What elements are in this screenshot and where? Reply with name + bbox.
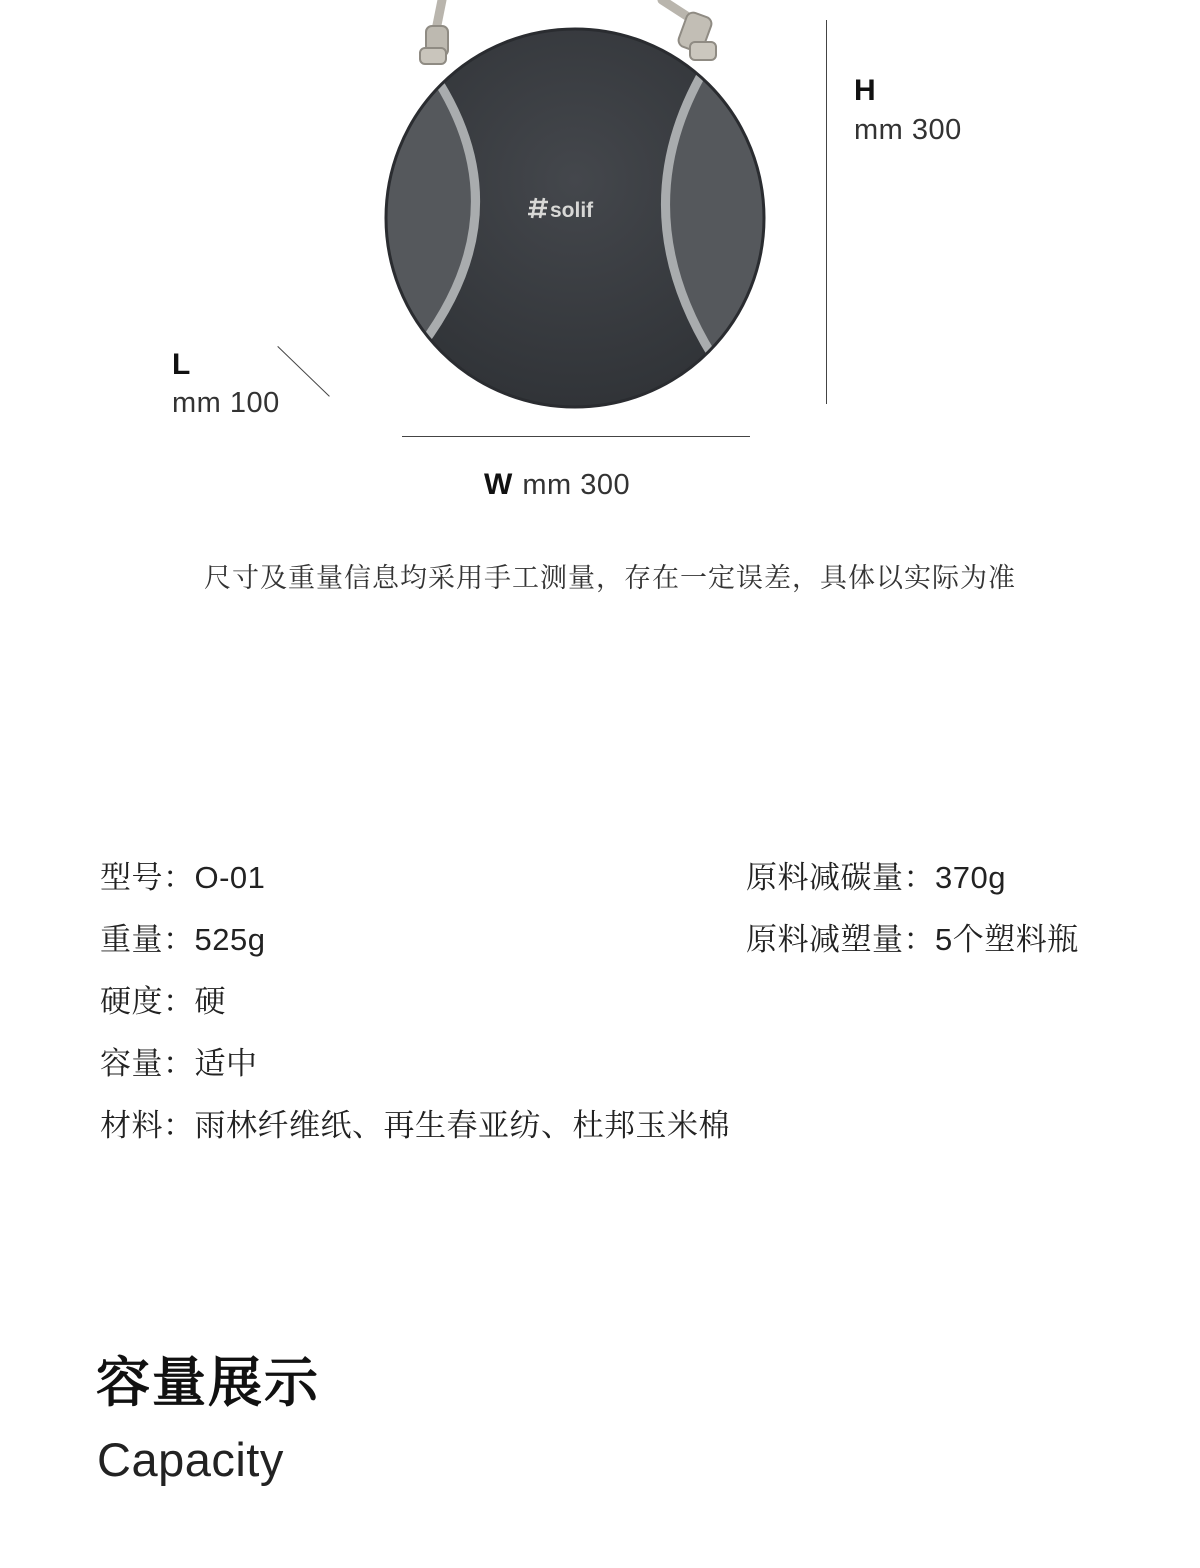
product-image	[360, 0, 790, 420]
width-value: mm 300	[522, 469, 631, 501]
spec-model-key: 型号：	[100, 860, 195, 896]
height-value: mm 300	[854, 114, 962, 146]
spec-plastic-value: 5个塑料瓶	[935, 922, 1079, 957]
spec-capacity	[100, 1038, 258, 1083]
spec-plastic-key: 原料减塑量：	[746, 922, 935, 958]
length-letter: L	[172, 348, 191, 381]
length-value: mm 100	[172, 387, 280, 419]
width-label	[484, 468, 630, 502]
spec-material-value: 雨林纤维纸、再生春亚纺、杜邦玉米棉	[194, 1108, 730, 1143]
spec-material	[100, 1100, 730, 1145]
measurement-note: 尺寸及重量信息均采用手工测量，存在一定误差，具体以实际为准	[204, 563, 1016, 594]
spec-carbon-key: 原料减碳量：	[746, 860, 935, 896]
spec-carbon-value: 370g	[935, 860, 1006, 895]
spec-model	[100, 852, 265, 897]
length-dimension-line	[277, 346, 329, 397]
spec-capacity-value: 适中	[194, 1046, 258, 1081]
spec-hardness-key: 硬度：	[100, 984, 195, 1020]
spec-weight-value: 525g	[194, 922, 266, 957]
spec-material-key: 材料：	[100, 1108, 195, 1144]
width-letter: W	[484, 468, 513, 501]
spec-weight-key: 重量：	[100, 922, 195, 958]
spec-model-value: O-01	[194, 860, 266, 895]
brand-name: solif	[550, 199, 594, 222]
section-title: 容量展示	[96, 1351, 320, 1414]
spec-hardness	[100, 976, 226, 1021]
spec-capacity-key: 容量：	[100, 1046, 195, 1082]
height-letter: H	[854, 74, 876, 107]
section-subtitle: Capacity	[97, 1433, 284, 1486]
height-dimension-line	[826, 20, 827, 404]
spec-plastic-reduction	[746, 914, 1079, 959]
spec-weight	[100, 914, 265, 959]
hash-mark-icon	[528, 198, 548, 218]
width-dimension-line	[402, 436, 750, 437]
spec-carbon-reduction	[746, 852, 1006, 897]
spec-hardness-value: 硬	[194, 984, 226, 1019]
